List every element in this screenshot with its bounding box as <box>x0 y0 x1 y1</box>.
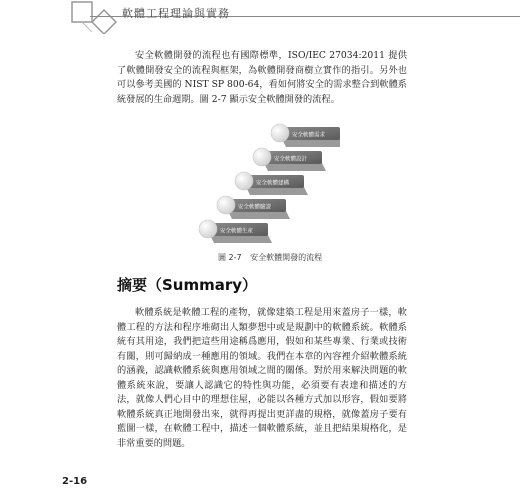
stair-step-side <box>282 139 340 147</box>
step-sphere <box>271 124 289 142</box>
step-sphere <box>253 148 271 166</box>
stair-step-label: 安全軟體生產 <box>220 228 254 235</box>
figure-caption <box>218 252 322 263</box>
staircase-diagram <box>190 115 340 255</box>
stair-step <box>271 124 340 147</box>
stair-step-side <box>246 187 308 195</box>
summary-paragraph: 軟體系統是軟體工程的產物，就像建築工程是用來蓋房子一樣，軟體工程的方法和程序堆砌出人類夢想中或是規劃中的軟體系統。軟體系統有其用途，我們把這些用途稱爲應用，假如和某些專業、行業或技術有關，則可歸納成一種應用的領域。我們在本章的內容裡介紹軟體系統的涵義，認識軟體系統與應用領域之間的關係。對於用來解決問題的軟體系統來說，要讓人認識它的特性與功能，必須要有表達和描述的方法，就像人們心目中的理想住屋，必能以各種方式加以形容，假如要將軟體系統真正地開發出來，就得再提出更詳盡的規格，就像蓋房子要有藍圖一樣，在軟體工程中，描述一個軟體系統，並且把結果規格化，是非常重要的問題。 <box>117 307 407 449</box>
stair-step-label: 安全軟體驗證 <box>238 204 272 211</box>
chapter-logo-icon <box>70 0 120 34</box>
step-sphere <box>217 196 235 214</box>
page-number: 2-16 <box>62 476 88 487</box>
stair-step-side <box>228 211 290 219</box>
stair-step <box>253 148 326 171</box>
stair-step <box>217 196 290 219</box>
stair-step-side <box>264 163 326 171</box>
stair-step-label: 安全軟體需求 <box>292 132 326 139</box>
summary-heading: 摘要（Summary） <box>117 276 258 294</box>
stair-step-label: 安全軟體設計 <box>274 156 308 163</box>
stair-step-label: 安全軟體建構 <box>256 180 290 187</box>
figure-caption-text: 安全軟體開發的流程 <box>250 253 323 262</box>
stair-step-side <box>210 235 272 243</box>
running-header-title: 軟體工程理論與實務 <box>122 7 230 20</box>
intro-paragraph: 安全軟體開發的流程也有國際標準，ISO/IEC 27034:2011 提供了軟體開發安全的流程與框架，為軟體開發商樹立實作的指引。另外也可以參考美國的 NIST SP 800-64，看如何將安全的需求整合到軟體系統發展的生命週期。圖 2-7 顯示安全軟體開發的流程。 <box>117 50 407 105</box>
secure-development-figure <box>190 115 340 255</box>
figure-number: 圖 2-7 <box>218 253 242 262</box>
stair-step <box>199 220 272 243</box>
stair-step <box>235 172 308 195</box>
step-sphere <box>199 220 217 238</box>
step-sphere <box>235 172 253 190</box>
